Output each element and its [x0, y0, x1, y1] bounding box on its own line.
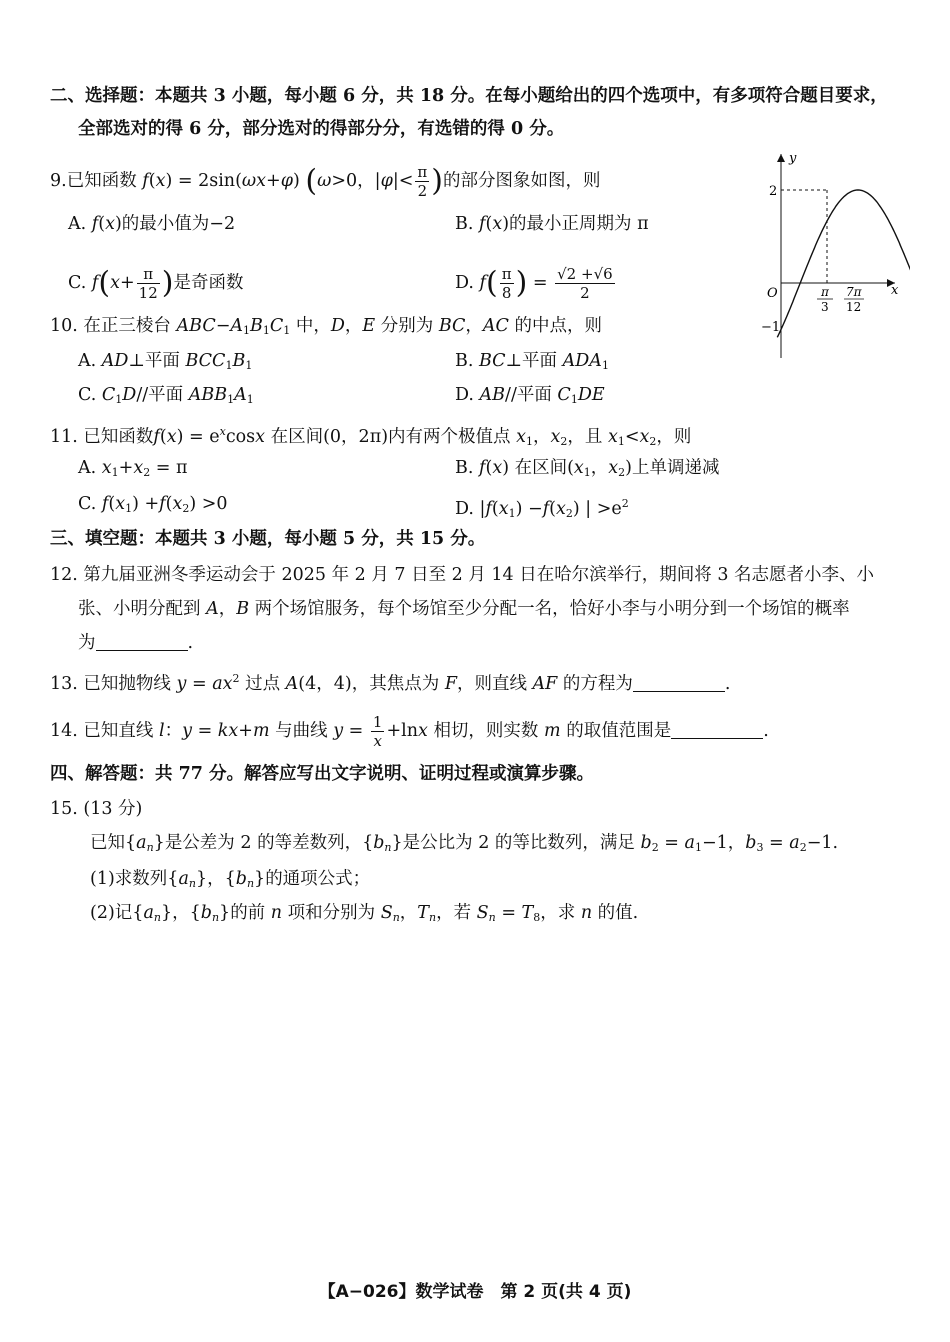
q10-option-d: D. AB//平面 $C_1DE$	[455, 385, 605, 406]
question-15-stem: 已知$\{a_n\}$是公差为 2 的等差数列，$\{b_n\}$是公比为 2 的等比数列，满足 $b_2 = a_1-1$，$b_3 = a_2-1$.	[90, 833, 839, 854]
sine-curve	[777, 190, 910, 337]
q11-option-d: D. $|f(x_1) -f(x_2)$ | $>e^2$	[455, 497, 629, 520]
q9-option-c: C. f(x+ $\frac{\pi}{12}$ )是奇函数	[68, 265, 244, 302]
q13-answer-blank[interactable]	[633, 673, 725, 692]
question-13: 13. 已知抛物线 $y = ax^2$ 过点 A(4，4)，其焦点为 F，则直线 AF 的方程为 .	[50, 672, 731, 694]
section2-header-line1: 二、选择题：本题共 3 小题，每小题 6 分，共 18 分。在每小题给出的四个选项中，有多项符合题目要求，	[50, 86, 888, 106]
page-footer: 【A−026】数学试卷 第 2 页(共 4 页)	[318, 1282, 632, 1302]
q12-answer-blank[interactable]	[96, 632, 188, 651]
question-15-part2: (2)记$\{a_n\}$，$\{b_n\}$的前 n 项和分别为 $S_n$，$T_n$，若 $S_n = T_8$，求 n 的值.	[90, 903, 639, 924]
q10-option-c: C. $C_1D//$平面 $ABB_1A_1$	[78, 385, 254, 406]
q11-option-a: A. $x_1+x_2 = \pi$	[78, 458, 188, 479]
section3-header: 三、填空题：本题共 3 小题，每小题 5 分，共 15 分。	[50, 529, 486, 549]
q9-number: 9.	[50, 171, 67, 191]
q11-option-c: C. $f(x_1) +f(x_2) >0$	[78, 494, 228, 515]
origin-label: O	[767, 286, 778, 301]
y-axis-arrow	[777, 154, 785, 162]
section2-header-line2: 全部选对的得 6 分，部分选对的得部分分，有选错的得 0 分。	[78, 119, 565, 139]
question-14: 14. 已知直线 l：y = kx+m 与曲线 y = $\frac{1}{x}$ +lnx 相切，则实数 m 的取值范围是 .	[50, 713, 769, 750]
q9-option-d: D. f( $\frac{\pi}{8}$ ) = $\frac{√2 +√6}{2}$	[455, 265, 613, 302]
section4-header: 四、解答题：共 77 分。解答应写出文字说明、证明过程或演算步骤。	[50, 764, 595, 784]
q10-option-b: B. BC⊥平面 $ADA_1$	[455, 351, 609, 372]
q10-option-a: A. AD⊥平面 $BCC_1B_1$	[78, 351, 253, 372]
q9-option-b: B. f(x)的最小正周期为 π	[455, 214, 649, 234]
question-9-stem: 9.已知函数 f(x) = 2sin(ωx+φ) (ω>0，|φ|< $\frac{\pi}{2}$ )的部分图象如图，则	[50, 163, 601, 200]
q9-option-a: A. f(x)的最小值为−2	[68, 214, 236, 234]
q9-stem-a: 已知函数	[66, 171, 137, 191]
question-12-line1: 12. 第九届亚洲冬季运动会于 2025 年 2 月 7 日至 2 月 14 日在哈尔滨举行，期间将 3 名志愿者小李、小	[50, 565, 875, 585]
q11-option-b: B. f(x) 在区间($x_1$，$x_2$)上单调递减	[455, 458, 720, 479]
x-tick-7pi-over-12-den: 12	[846, 300, 862, 314]
q9-function-graph	[745, 148, 910, 363]
question-12-line2: 张、小明分配到 A，B 两个场馆服务，每个场馆至少分配一名，恰好小李与小明分到一个场馆的概率	[78, 599, 850, 619]
y-tick-minus1: −1	[761, 320, 781, 335]
x-axis-label: x	[891, 283, 899, 298]
x-tick-pi-over-3-den: 3	[821, 300, 829, 314]
y-axis-label: y	[789, 151, 797, 166]
x-tick-7pi-over-12-num: 7π	[846, 285, 862, 299]
question-15-header: 15. (13 分)	[50, 799, 143, 819]
question-10-stem: 10. 在正三棱台 $ABC-A_1B_1C_1$ 中，D，E 分别为 BC，AC 的中点，则	[50, 316, 603, 337]
question-15-part1: (1)求数列$\{a_n\}$，$\{b_n\}$的通项公式；	[90, 869, 371, 890]
question-12-line3: 为 .	[78, 633, 194, 653]
question-11-stem: 11. 已知函数$f(x) = e^x\cos x$ 在区间(0，2π)内有两个极值点 $x_1$，$x_2$，且 $x_1<x_2$，则	[50, 425, 692, 448]
x-tick-pi-over-3-num: π	[821, 285, 829, 299]
q14-answer-blank[interactable]	[671, 720, 763, 739]
y-tick-2: 2	[769, 184, 778, 199]
q9-stem-b: 的部分图象如图，则	[442, 171, 601, 191]
